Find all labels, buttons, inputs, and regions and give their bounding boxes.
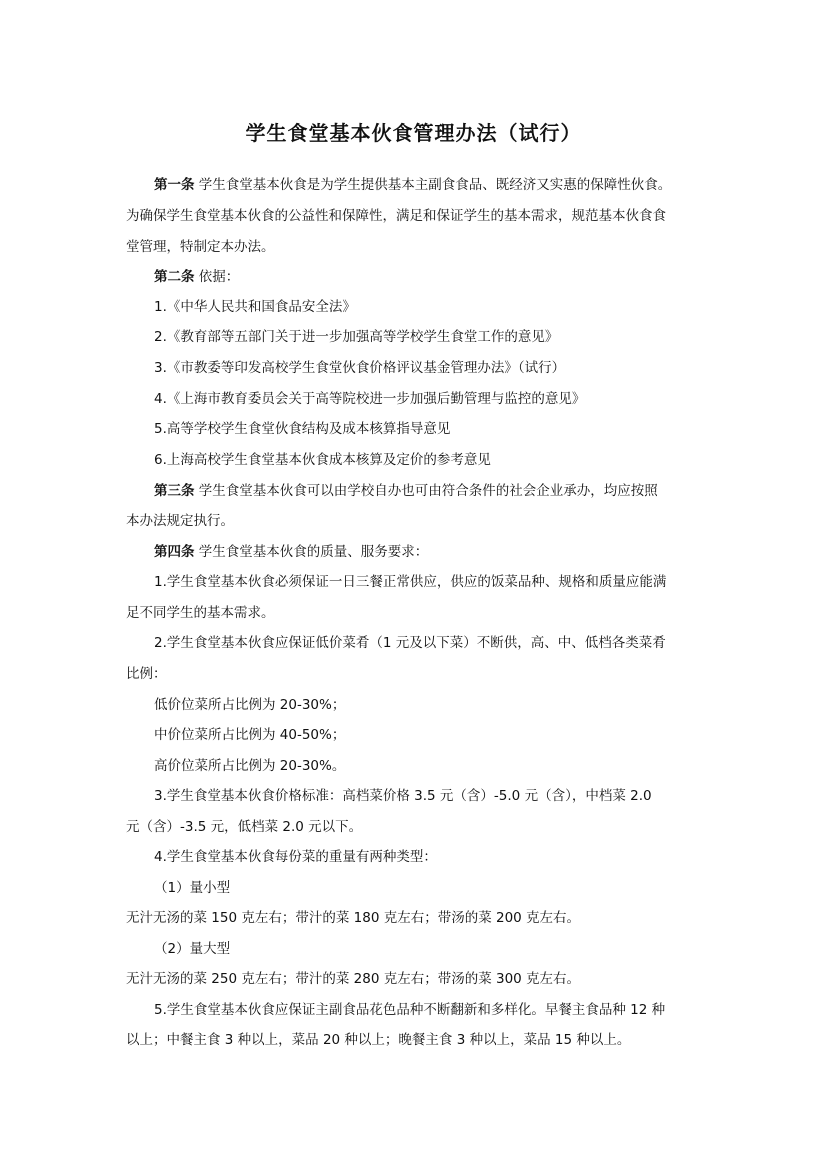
article-2-text: 依据： (198, 269, 240, 285)
article-1-label: 第一条 (154, 177, 195, 193)
article-2-heading (154, 262, 704, 292)
low-price-ratio: 低价位菜所占比例为 20-30%； (154, 697, 346, 713)
basis-item-2: 2.《教育部等五部门关于进一步加强高等学校学生食堂工作的意见》 (154, 329, 559, 345)
basis-item-4: 4.《上海市教育委员会关于高等院校进一步加强后勤管理与监控的意见》 (154, 391, 586, 407)
small-portion-text: 无汁无汤的菜 150 克左右；带汁的菜 180 克左右；带汤的菜 200 克左右。 (126, 910, 581, 926)
article-4-item-3-line-2: 元（含）-3.5 元，低档菜 2.0 元以下。 (126, 819, 363, 835)
large-portion-label: （2）量大型 (154, 941, 231, 957)
article-3-line-1 (154, 476, 704, 506)
high-price-ratio: 高价位菜所占比例为 20-30%。 (154, 758, 346, 774)
article-4-item-2-line-1: 2.学生食堂基本伙食应保证低价菜肴（1 元及以下菜）不断供，高、中、低档各类菜肴 (154, 635, 666, 651)
article-3-line-2: 本办法规定执行。 (126, 513, 234, 529)
article-4-item-1-line-1: 1.学生食堂基本伙食必须保证一日三餐正常供应，供应的饭菜品种、规格和质量应能满 (154, 574, 667, 590)
article-4-item-5-line-2: 以上；中餐主食 3 种以上，菜品 20 种以上；晚餐主食 3 种以上，菜品 15 种以上。 (126, 1032, 631, 1048)
article-4-heading (154, 537, 704, 567)
large-portion-text: 无汁无汤的菜 250 克左右；带汁的菜 280 克左右；带汤的菜 300 克左右。 (126, 971, 581, 987)
document-title: 学生食堂基本伙食管理办法（试行） (245, 121, 582, 145)
basis-item-5: 5.高等学校学生食堂伙食结构及成本核算指导意见 (154, 421, 451, 437)
article-4-item-5-line-1: 5.学生食堂基本伙食应保证主副食品花色品种不断翻新和多样化。早餐主食品种 12 种 (154, 1002, 666, 1018)
article-1-line-2: 为确保学生食堂基本伙食的公益性和保障性，满足和保证学生的基本需求，规范基本伙食食 (126, 208, 666, 224)
article-1-line-3: 堂管理，特制定本办法。 (126, 239, 275, 255)
basis-item-6: 6.上海高校学生食堂基本伙食成本核算及定价的参考意见 (154, 452, 491, 468)
article-4-item-3-line-1: 3.学生食堂基本伙食价格标准：高档菜价格 3.5 元（含）-5.0 元（含），中档菜 2.0 (154, 788, 652, 804)
article-3-label: 第三条 (154, 483, 195, 499)
article-1-text-1: 学生食堂基本伙食是为学生提供基本主副食食品、既经济又实惠的保障性伙食。 (198, 177, 672, 193)
basis-item-1: 1.《中华人民共和国食品安全法》 (154, 299, 356, 315)
article-4-label: 第四条 (154, 544, 195, 560)
article-2-label: 第二条 (154, 269, 195, 285)
article-3-text-1: 学生食堂基本伙食可以由学校自办也可由符合条件的社会企业承办，均应按照 (198, 483, 658, 499)
small-portion-label: （1）量小型 (154, 880, 231, 896)
article-1-line-1 (154, 170, 704, 200)
article-4-item-4: 4.学生食堂基本伙食每份菜的重量有两种类型： (154, 849, 437, 865)
article-4-item-1-line-2: 足不同学生的基本需求。 (126, 605, 275, 621)
mid-price-ratio: 中价位菜所占比例为 40-50%； (154, 727, 346, 743)
article-4-item-2-line-2: 比例： (126, 666, 167, 682)
article-4-text: 学生食堂基本伙食的质量、服务要求： (198, 544, 429, 560)
basis-item-3: 3.《市教委等印发高校学生食堂伙食价格评议基金管理办法》（试行） (154, 360, 566, 376)
